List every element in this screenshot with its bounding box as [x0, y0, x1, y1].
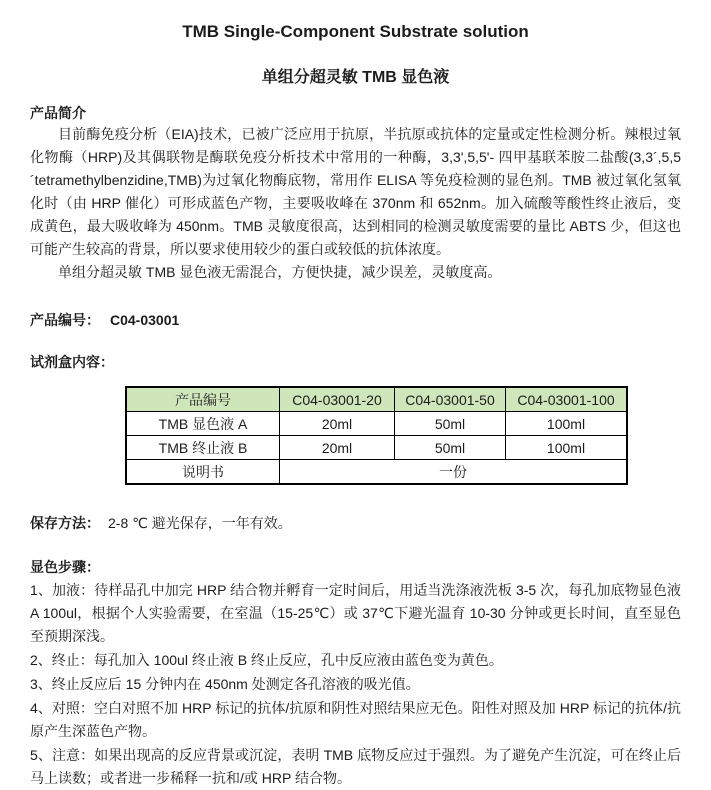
kit-table-header-sku-100: C04-03001-100 — [506, 387, 628, 412]
storage-line — [30, 513, 681, 533]
kit-contents-table — [125, 386, 628, 485]
kit-table-cell-name-a: TMB 显色液 A — [126, 412, 280, 436]
step-1: 1、加液：待样品孔中加完 HRP 结合物并孵育一定时间后，用适当洗涤液洗板 3-5 次，每孔加底物显色液A 100ul，根据个人实验需要，在室温（15-25℃）或 37℃下避光温育 10-30 分钟或更长时间，直至显色至预期深浅。 — [30, 582, 681, 644]
storage-text: 2-8 ℃ 避光保存，一年有效。 — [108, 515, 292, 531]
kit-table-row-manual — [126, 460, 627, 485]
kit-table-header-sku-20: C04-03001-20 — [280, 387, 395, 412]
section-heading-steps: 显色步骤： — [30, 559, 100, 575]
section-heading-product-intro: 产品简介 — [30, 105, 86, 121]
kit-table-header-row — [126, 387, 627, 412]
storage-label: 保存方法： — [30, 515, 100, 531]
intro-paragraph-1: 目前酶免疫分析（EIA)技术，已被广泛应用于抗原，半抗原或抗体的定量或定性检测分析。辣根过氧化物酶（HRP)及其偶联物是酶联免疫分析技术中常用的一种酶，3,3',5,5'- 四甲基联苯胺二盐酸(3,3´,5,5´tetramethylbenzidine,TMB)为过氧化物酶底物，常用作 ELISA 等免疫检测的显色剂。TMB 被过氧化氢氧化时（由 HRP 催化）可形成蓝色产物，主要吸收峰在 370nm 和 652nm。加入硫酸等酸性终止液后，变成黄色，最大吸收峰为 450nm。TMB 灵敏度很高，达到相同的检测灵敏度需要的量比 ABTS 少，但这也可能产生较高的背景，所以要求使用较少的蛋白或较低的抗体浓度。 — [30, 126, 681, 257]
kit-table-cell-b-50: 50ml — [395, 436, 506, 460]
section-heading-kit-contents: 试剂盒内容： — [30, 354, 114, 370]
kit-table-row-stop-b — [126, 436, 627, 460]
kit-table-header-sku-50: C04-03001-50 — [395, 387, 506, 412]
product-code-line — [30, 310, 681, 330]
page-title-chinese: 单组分超灵敏 TMB 显色液 — [261, 69, 450, 86]
intro-paragraph-2: 单组分超灵敏 TMB 显色液无需混合，方便快捷，减少误差，灵敏度高。 — [58, 264, 502, 280]
kit-table-cell-a-50: 50ml — [395, 412, 506, 436]
step-5: 5、注意：如果出现高的反应背景或沉淀，表明 TMB 底物反应过于强烈。为了避免产生沉淀，可在终止后马上读数；或者进一步稀释一抗和/或 HRP 结合物。 — [30, 747, 681, 786]
kit-table-cell-a-100: 100ml — [506, 412, 628, 436]
kit-table-cell-manual-label: 说明书 — [126, 460, 280, 485]
product-code-label: 产品编号： — [30, 312, 100, 328]
step-4: 4、对照：空白对照不加 HRP 标记的抗体/抗原和阴性对照结果应无色。阳性对照及加 HRP 标记的抗体/抗原产生深蓝色产物。 — [30, 700, 681, 739]
kit-table-cell-b-20: 20ml — [280, 436, 395, 460]
kit-table-row-substrate-a — [126, 412, 627, 436]
kit-table-cell-a-20: 20ml — [280, 412, 395, 436]
kit-table-cell-name-b: TMB 终止液 B — [126, 436, 280, 460]
step-2: 2、终止：每孔加入 100ul 终止液 B 终止反应，孔中反应液由蓝色变为黄色。 — [30, 652, 503, 668]
product-code-value: C04-03001 — [110, 312, 180, 328]
step-3: 3、终止反应后 15 分钟内在 450nm 处测定各孔溶液的吸光值。 — [30, 676, 420, 692]
kit-table-header-product-code: 产品编号 — [126, 387, 280, 412]
page-title-english: TMB Single-Component Substrate solution — [182, 22, 529, 41]
kit-table-cell-manual-value: 一份 — [280, 460, 628, 485]
kit-table-cell-b-100: 100ml — [506, 436, 628, 460]
